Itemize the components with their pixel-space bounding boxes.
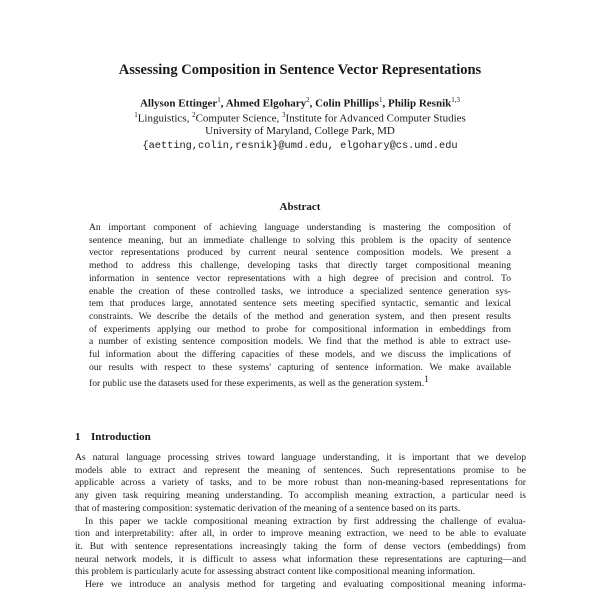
- abstract-last-line: [89, 374, 511, 391]
- affiliation-mark: 3: [282, 111, 286, 119]
- affiliation-line: [0, 111, 600, 125]
- author-name: Allyson Ettinger: [139, 97, 218, 110]
- abstract-line: tem that produces large, annotated sentence sets meeting specified syntactic, semantic and lexical: [89, 298, 511, 310]
- body-line: it. But with sentence representations increasingly taking the form of dense vectors (embeddings) from: [75, 540, 526, 552]
- affiliation-mark: 2: [192, 111, 196, 119]
- author-affiliation-mark: 2: [306, 96, 310, 104]
- section-heading: [75, 431, 151, 443]
- affiliation-mark: 1: [134, 111, 138, 119]
- author-name: Philip Resnik: [387, 97, 452, 110]
- author-name: Ahmed Elgohary: [225, 97, 307, 110]
- abstract-line: for public use the datasets used for these experiments, as well as the generation system.: [89, 378, 425, 390]
- author-name: Colin Phillips: [315, 97, 379, 110]
- body-line: Here we introduce an analysis method for targeting and evaluating compositional meaning informa-: [85, 579, 526, 591]
- section-title: Introduction: [91, 431, 151, 443]
- body-line: applicable across a variety of tasks, and to be more robust than non-meaning-based representations for: [75, 477, 526, 489]
- body-line: As natural language processing strives toward language understanding, it is important that we develop: [75, 452, 526, 463]
- abstract-line: a number of existing sentence composition models. We find that the method is able to extract use-: [89, 336, 511, 348]
- author-affiliation-mark: 1: [378, 96, 383, 104]
- section-number: 1: [75, 431, 81, 443]
- affiliation-name: Linguistics,: [137, 112, 193, 125]
- author-affiliation-mark: 1: [217, 96, 221, 104]
- abstract-line: method to address this challenge, developing tasks that directly target compositional meaning: [89, 260, 511, 272]
- abstract-line: An important component of achieving language understanding is mastering the composition of: [89, 222, 511, 233]
- abstract-heading: Abstract: [279, 201, 321, 213]
- abstract-body: [89, 222, 511, 391]
- abstract-line: our results with respect to these systems' capturing of sentence information. We make available: [89, 361, 511, 373]
- abstract-line: information in sentence vector representations with a high degree of precision and control. To: [89, 272, 511, 284]
- body-line: tion and interpretability: after all, in order to improve meaning extraction, we need to be able to evaluate: [75, 528, 526, 540]
- abstract-line: vector representations produced by current neural sentence composition models. We present a: [89, 247, 511, 259]
- body-line: that of mastering composition: systematic derivation of the meaning of a sentence based on its parts.: [75, 502, 461, 514]
- body-line: neural network models, it is difficult to assess what information these representations are capturing—and: [75, 553, 526, 565]
- abstract-line: of experiments applying our method to probe for compositional information in embeddings from: [89, 323, 511, 335]
- author-list: [0, 96, 600, 110]
- author-separator: ,: [382, 97, 388, 110]
- body-line: any given task requiring meaning understanding. To accomplish meaning extraction, a particular need is: [75, 490, 526, 502]
- author-separator: ,: [309, 97, 316, 110]
- abstract-line: enable the creation of these controlled tasks, we introduce a specialized sentence generation sys-: [89, 285, 511, 297]
- abstract-line: constraints. We describe the details of the method and generation system, and then present results: [89, 310, 511, 322]
- author-affiliation-mark: 1,3: [451, 96, 460, 104]
- abstract-line: sentence meaning, but an immediate challenge to solving this problem is the opacity of sentence: [89, 234, 511, 246]
- author-emails: {aetting,colin,resnik}@umd.edu, elgohary@cs.umd.edu: [142, 140, 458, 152]
- body-line: In this paper we tackle compositional meaning extraction by first addressing the challenge of evalua-: [85, 515, 526, 527]
- body-line: models able to extract and represent the meaning of sentences. Such representations promise to be: [75, 464, 526, 476]
- body-line: this problem is particularly acute for assessing abstract content like compositional meaning information.: [75, 566, 475, 578]
- abstract-line: ful information about the differing capacities of these models, and we discuss the implications of: [89, 349, 511, 361]
- affiliation-name: Computer Science,: [195, 112, 283, 125]
- institution-line: University of Maryland, College Park, MD: [205, 125, 395, 137]
- paper-title: Assessing Composition in Sentence Vector Representations: [118, 62, 482, 78]
- author-separator: ,: [220, 97, 226, 110]
- affiliation-name: Institute for Advanced Computer Studies: [285, 112, 466, 125]
- introduction-body: [75, 452, 526, 592]
- footnote-mark: 1: [424, 374, 429, 386]
